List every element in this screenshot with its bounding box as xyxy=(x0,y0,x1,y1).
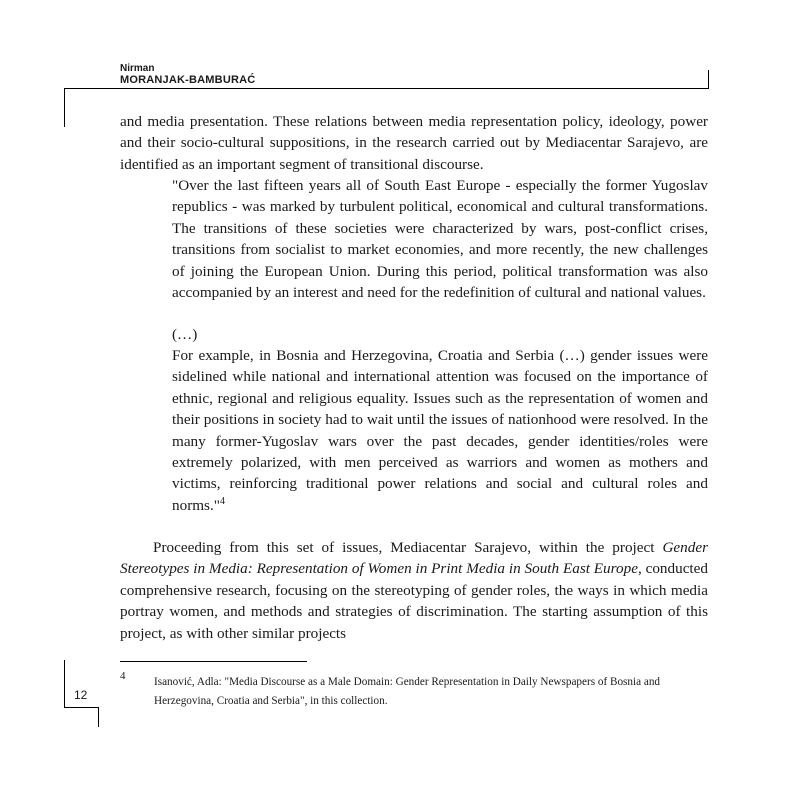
footnote-separator xyxy=(120,661,307,662)
paragraph-2 xyxy=(120,537,708,644)
footer-rule-horizontal xyxy=(64,707,99,708)
header-rule xyxy=(64,88,709,89)
footer-rule-bottom xyxy=(98,707,99,727)
header-rule-right-tick xyxy=(708,70,709,89)
block-quote-part-1: "Over the last fifteen years all of South East Europe - especially the former Yugoslav republics - was marked by turbulent political, economical and cultural transformations. The transitions of these societies were characterized by wars, post-conflict crises, transitions from socialist to market economies, and more recently, the new challenges of joining the European Union. During this period, political transformation was also accompanied by an interest and need for the redefinition of cultural and national values. xyxy=(172,177,708,302)
block-quote-part-2 xyxy=(172,345,708,516)
paragraph-1: and media presentation. These relations between media representation policy, ideology, power and their socio-cultural suppositions, in the research carried out by Mediacentar Sarajevo, are identified as an important segment of transitional discourse. xyxy=(120,113,708,173)
paragraph-2-end: , conducted comprehensive research, focusing on the stereotyping of gender roles, the ways in which media portray women, and methods and strategies of discrimination. The starting assumption of this project, as with other similar projects xyxy=(120,560,708,642)
page-number: 12 xyxy=(74,688,88,702)
project-title: Gender Stereotypes in Media: Representation of Women in Print Media in South East Europe xyxy=(120,539,708,578)
footnote-number: 4 xyxy=(120,670,126,682)
footer-rule-top xyxy=(64,660,65,707)
paragraph-2-start: Proceeding from this set of issues, Mediacentar Sarajevo, within the project xyxy=(153,539,663,556)
running-header-author-last: MORANJAK-BAMBURAĆ xyxy=(120,74,256,86)
footnote-reference[interactable]: 4 xyxy=(219,495,225,507)
block-quote-ellipsis: (…) xyxy=(172,326,198,343)
header-rule-left-tick xyxy=(64,88,65,127)
footnote-text: Isanović, Adla: "Media Discourse as a Male Domain: Gender Representation in Daily Newspapers of Bosnia and Herzegovina, Croatia and Serbia", in this collection. xyxy=(154,676,661,707)
block-quote-part-2-text: For example, in Bosnia and Herzegovina, Croatia and Serbia (…) gender issues were sidelined while national and international attention was focused on the importance of ethnic, regional and religious equality. Issues such as the representation of women and their positions in society had to wait until the issues of nationhood were resolved. In the many former-Yugoslav wars over the past decades, gender identities/roles were extremely polarized, with men perceived as warriors and women as mothers and victims, reinforcing traditional power relations and social and cultural roles and norms." xyxy=(172,347,708,514)
running-header-author-first: Nirman xyxy=(120,63,155,74)
